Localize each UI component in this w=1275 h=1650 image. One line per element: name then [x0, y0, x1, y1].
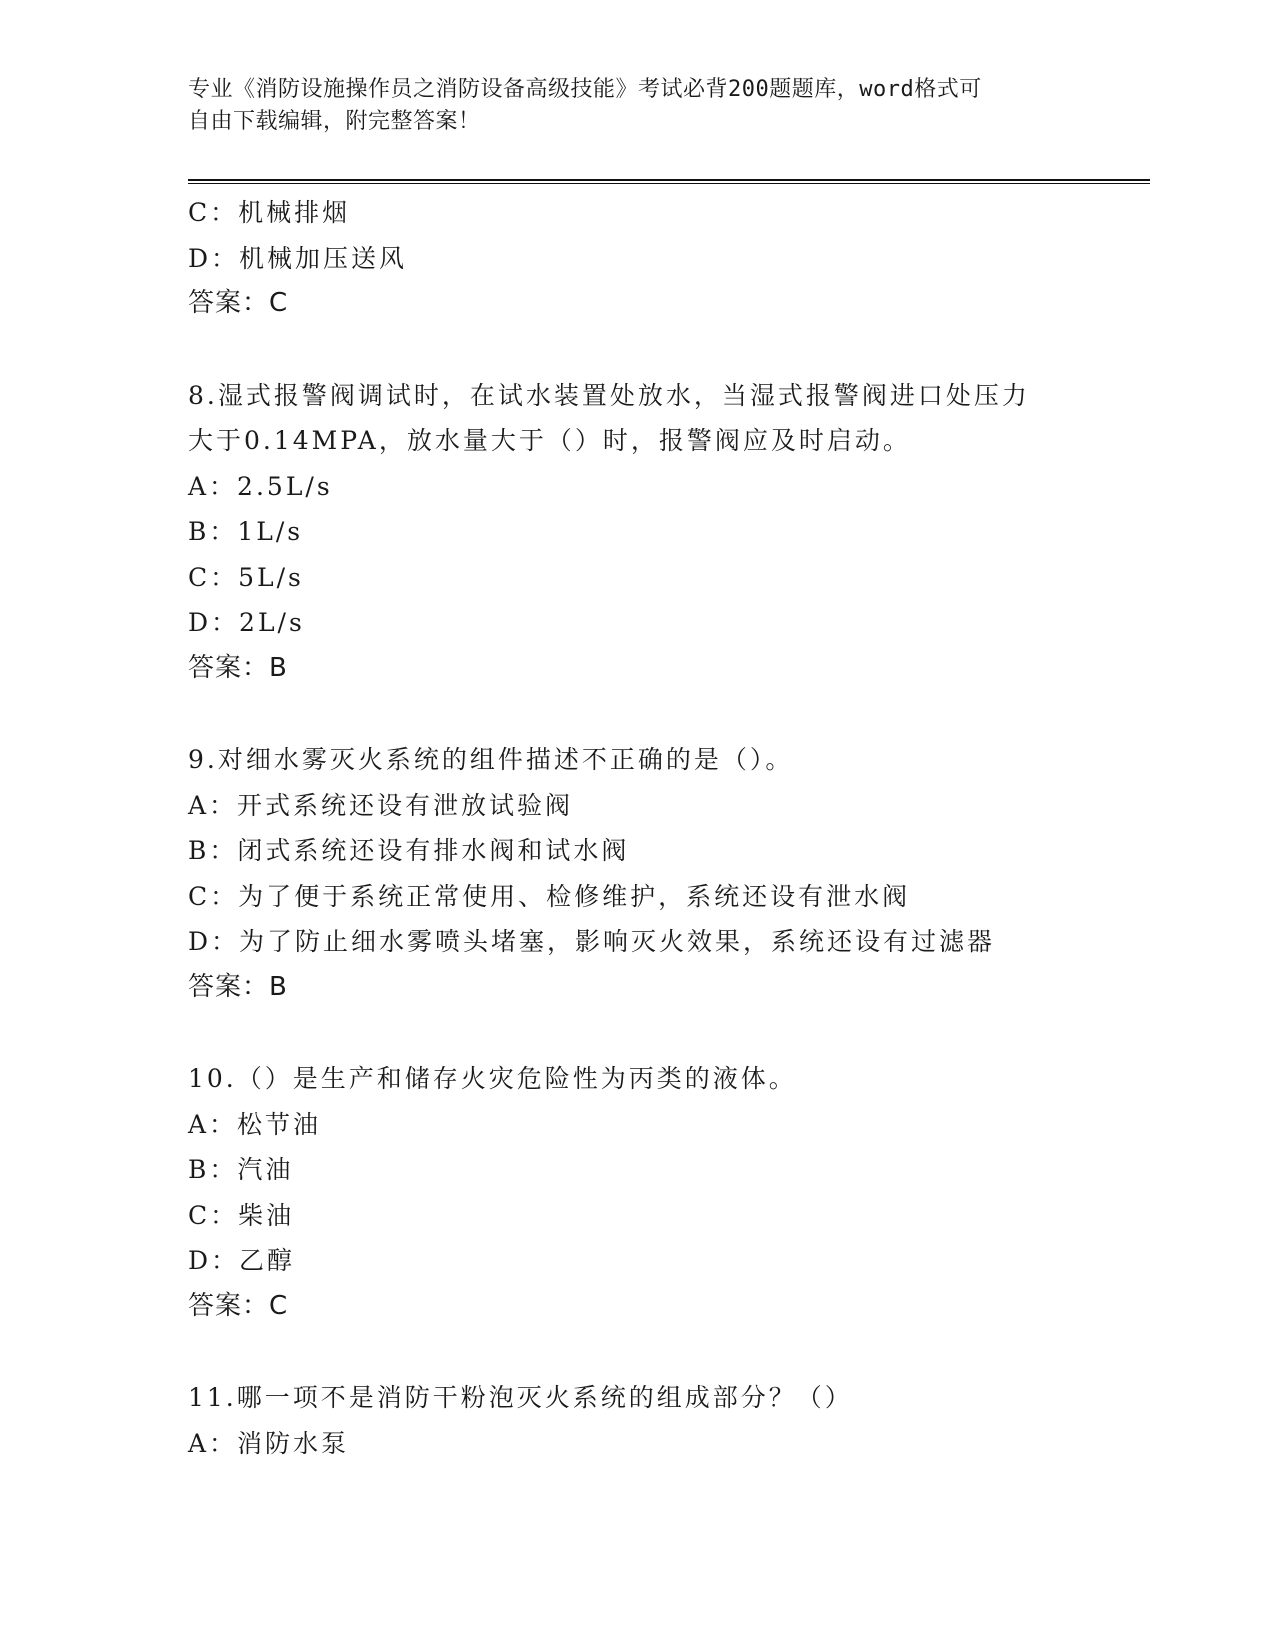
option-b: B：闭式系统还设有排水阀和试水阀: [188, 836, 630, 865]
option-c: C：为了便于系统正常使用、检修维护，系统还设有泄水阀: [188, 881, 911, 911]
option-c: C：5L/s: [188, 562, 304, 592]
option-b: B：1L/s: [188, 517, 304, 546]
header-title-line-2: 自由下载编辑，附完整答案！: [188, 109, 481, 134]
question-stem: 10.（）是生产和储存火灾危险性为丙类的液体。: [188, 1064, 797, 1093]
answer-text: 答案：B: [188, 652, 288, 683]
question-stem: 9.对细水雾灭火系统的组件描述不正确的是（）。: [188, 745, 794, 774]
question-9: [188, 737, 1148, 1010]
question-stem: 11.哪一项不是消防干粉泡灭火系统的组成部分？（）: [188, 1383, 853, 1412]
option-a: A：消防水泵: [188, 1428, 350, 1458]
page-header: [188, 74, 1068, 138]
answer-text: 答案：B: [188, 971, 288, 1002]
option-d: D：为了防止细水雾喷头堵塞，影响灭火效果，系统还设有过滤器: [188, 927, 996, 956]
question-stem-continued: 大于0.14MPA，放水量大于（）时，报警阀应及时启动。: [188, 426, 911, 455]
option-a: A：开式系统还设有泄放试验阀: [188, 790, 574, 820]
option-d: D：2L/s: [188, 608, 305, 637]
question-11: [188, 1375, 1148, 1466]
question-7-continued: [188, 190, 1148, 327]
option-d: D：乙醇: [188, 1246, 296, 1275]
header-title-line-1: 专业《消防设施操作员之消防设备高级技能》考试必背200题题库，word格式可: [188, 77, 982, 102]
question-8: [188, 373, 1148, 692]
answer-text: 答案：C: [188, 288, 289, 318]
option-d: D：机械加压送风: [188, 243, 408, 273]
answer-text: 答案：C: [188, 1290, 289, 1321]
header-divider: [188, 179, 1150, 184]
option-a: A：松节油: [188, 1109, 322, 1139]
question-stem: 8.湿式报警阀调试时，在试水装置处放水，当湿式报警阀进口处压力: [188, 380, 1030, 410]
question-content: [188, 190, 1148, 1466]
question-10: [188, 1056, 1148, 1329]
option-c: C：柴油: [188, 1200, 295, 1230]
option-c: C：机械排烟: [188, 198, 351, 227]
option-b: B：汽油: [188, 1155, 294, 1184]
option-a: A：2.5L/s: [188, 471, 333, 501]
